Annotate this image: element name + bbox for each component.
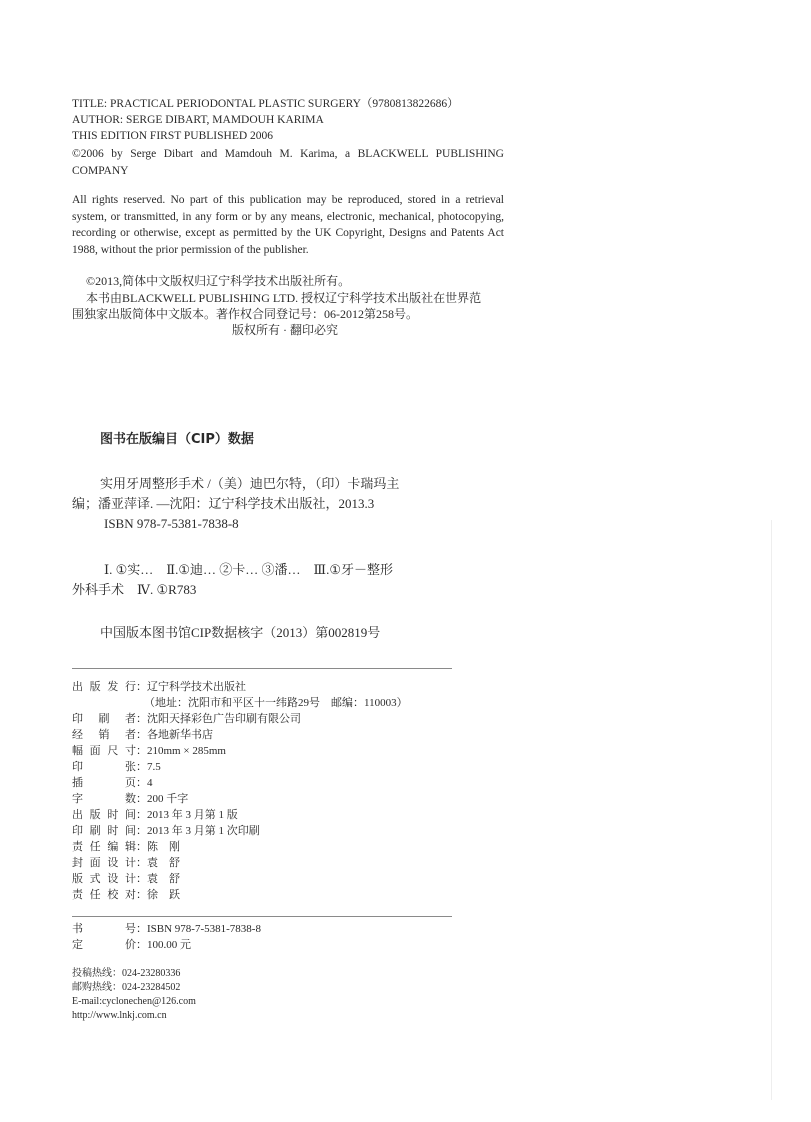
english-copyright-cont: COMPANY bbox=[72, 165, 129, 177]
info-row: 印刷时间：2013 年 3 月第 1 次印刷 bbox=[72, 825, 260, 837]
divider bbox=[72, 916, 452, 917]
chinese-license-cont: 围独家出版简体中文版本。著作权合同登记号：06-2012第258号。 bbox=[72, 307, 418, 321]
book-number: 书 号：ISBN 978-7-5381-7838-8 bbox=[72, 923, 261, 935]
info-row: 印 刷 者：沈阳天择彩色广告印刷有限公司 bbox=[72, 713, 301, 725]
cip-classification: Ⅰ. ①实… Ⅱ.①迪… ②卡… ③潘… Ⅲ.①牙－整形 bbox=[104, 562, 393, 577]
info-row: 印 张：7.5 bbox=[72, 761, 161, 773]
english-title: TITLE: PRACTICAL PERIODONTAL PLASTIC SURGERY（9780813822686） bbox=[72, 98, 459, 110]
info-row: 出版时间：2013 年 3 月第 1 版 bbox=[72, 809, 238, 821]
all-rights-reserved: 版权所有 · 翻印必究 bbox=[232, 323, 338, 337]
info-row: 字 数：200 千字 bbox=[72, 793, 189, 805]
mail-order-hotline: 邮购热线：024-23284502 bbox=[72, 982, 181, 993]
info-row: 责任校对：徐 跃 bbox=[72, 889, 180, 901]
book-price: 定 价：100.00 元 bbox=[72, 939, 191, 951]
info-row: 经 销 者：各地新华书店 bbox=[72, 729, 213, 741]
info-row: 责任编辑：陈 刚 bbox=[72, 841, 180, 853]
page-edge-line bbox=[771, 520, 772, 1100]
imprint-info bbox=[72, 679, 408, 903]
info-row: 出版发行：辽宁科学技术出版社 bbox=[72, 681, 246, 693]
english-copyright: ©2006 by Serge Dibart and Mamdouh M. Karima, a BLACKWELL PUBLISHING bbox=[72, 148, 504, 160]
chinese-license: 本书由BLACKWELL PUBLISHING LTD. 授权辽宁科学技术出版社在世界范 bbox=[86, 291, 482, 305]
rights-statement: All rights reserved. No part of this publication may be reproduced, stored in a retrieval system, or transmitted, in any form or by any means, electronic, mechanical, photocopying, recording or otherwise, except as permitted by the UK Copyright, Designs and Patents Act 1988, without the prior permission of the publisher. bbox=[72, 194, 504, 256]
cip-isbn: ISBN 978-7-5381-7838-8 bbox=[104, 516, 239, 531]
cip-classification-cont: 外科手术 Ⅳ. ①R783 bbox=[72, 582, 197, 597]
cip-heading: 图书在版编目（CIP）数据 bbox=[100, 432, 254, 447]
info-row: 版式设计：袁 舒 bbox=[72, 873, 180, 885]
cip-entry-cont: 编；潘亚萍译. —沈阳：辽宁科学技术出版社，2013.3 bbox=[72, 496, 375, 511]
cip-entry: 实用牙周整形手术 /（美）迪巴尔特，（印）卡瑞玛主 bbox=[100, 476, 400, 491]
chinese-copyright: ©2013,简体中文版权归辽宁科学技术出版社所有。 bbox=[86, 274, 351, 288]
cip-record-number: 中国版本图书馆CIP数据核字（2013）第002819号 bbox=[100, 625, 381, 640]
divider bbox=[72, 668, 452, 669]
english-author: AUTHOR: SERGE DIBART, MAMDOUH KARIMA bbox=[72, 114, 324, 126]
book-info bbox=[72, 921, 261, 953]
contact-info bbox=[72, 967, 196, 1023]
info-row: 封面设计：袁 舒 bbox=[72, 857, 180, 869]
info-row: 插 页：4 bbox=[72, 777, 153, 789]
website: http://www.lnkj.com.cn bbox=[72, 1010, 167, 1021]
email: E-mail:cyclonechen@126.com bbox=[72, 996, 196, 1007]
info-row-address: （地址：沈阳市和平区十一纬路29号 邮编：110003） bbox=[144, 697, 408, 709]
english-edition: THIS EDITION FIRST PUBLISHED 2006 bbox=[72, 130, 274, 142]
info-row: 幅面尺寸：210mm × 285mm bbox=[72, 745, 226, 757]
submission-hotline: 投稿热线：024-23280336 bbox=[72, 968, 181, 979]
